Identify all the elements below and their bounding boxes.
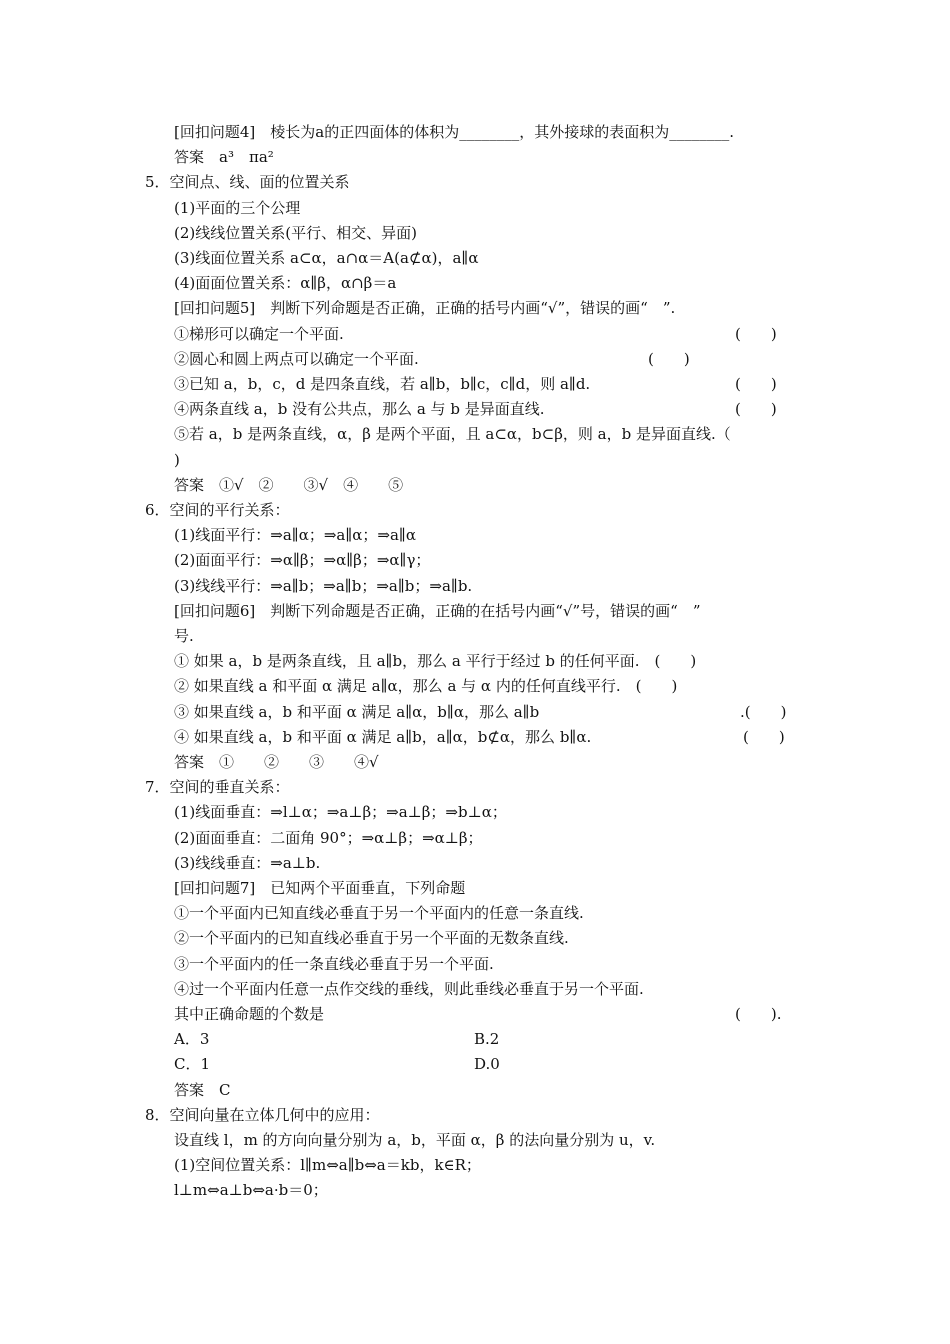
text-line: (3)线面位置关系 a⊂α，a∩α＝A(a⊄α)，a∥α xyxy=(174,249,479,267)
answer-bracket: ( ) xyxy=(735,400,777,418)
section-heading: 8．空间向量在立体几何中的应用： xyxy=(145,1106,380,1124)
text-line: ②一个平面内的已知直线必垂直于另一个平面的无数条直线. xyxy=(174,929,569,947)
text-line: 号. xyxy=(174,627,194,645)
text-line: [回扣问题5] 判断下列命题是否正确，正确的括号内画“√”，错误的画“ ”. xyxy=(174,299,676,317)
text-line: A．3 xyxy=(174,1030,210,1048)
answer-bracket: ( ) xyxy=(743,728,785,746)
answer-bracket: ( ). xyxy=(735,1005,782,1023)
text-line: [回扣问题7] 已知两个平面垂直，下列命题 xyxy=(174,879,466,897)
text-line: 答案 ①√ ② ③√ ④ ⑤ xyxy=(174,476,404,494)
answer-bracket: .( ) xyxy=(740,703,787,721)
text-line: ④过一个平面内任意一点作交线的垂线，则此垂线必垂直于另一个平面. xyxy=(174,980,644,998)
text-line: (1)线面垂直：⇒l⊥α；⇒a⊥β；⇒a⊥β；⇒b⊥α； xyxy=(174,803,507,821)
text-line: 其中正确命题的个数是 xyxy=(174,1005,325,1023)
answer-bracket: ( ) xyxy=(735,325,777,343)
section-heading: 5．空间点、线、面的位置关系 xyxy=(145,173,350,191)
text-line: ① 如果 a，b 是两条直线，且 a∥b，那么 a 平行于经过 b 的任何平面. ( ) xyxy=(174,652,697,670)
text-line: ⑤若 a，b 是两条直线，α，β 是两个平面，且 a⊂α，b⊂β，则 a，b 是异面直线.（ xyxy=(174,425,731,443)
text-line: 设直线 l，m 的方向向量分别为 a，b，平面 α，β 的法向量分别为 u，v. xyxy=(174,1131,656,1149)
text-line: (1)线面平行：⇒a∥α；⇒a∥α；⇒a∥α xyxy=(174,526,416,544)
text-line: (2)面面垂直：二面角 90°；⇒α⊥β；⇒α⊥β； xyxy=(174,829,483,847)
text-line: (2)面面平行：⇒α∥β；⇒α∥β；⇒α∥γ； xyxy=(174,551,431,569)
text-line: (3)线线垂直：⇒a⊥b. xyxy=(174,854,321,872)
text-line: 答案 ① ② ③ ④√ xyxy=(174,753,379,771)
text-line: 答案 C xyxy=(174,1081,231,1099)
text-line: (1)平面的三个公理 xyxy=(174,199,301,217)
text-line: ②圆心和圆上两点可以确定一个平面. xyxy=(174,350,419,368)
text-line: l⊥m⇔a⊥b⇔a·b＝0； xyxy=(174,1181,328,1199)
text-line: (1)空间位置关系：l∥m⇔a∥b⇔a＝kb，k∈R； xyxy=(174,1156,481,1174)
text-line: ①一个平面内已知直线必垂直于另一个平面内的任意一条直线. xyxy=(174,904,584,922)
text-line: (2)线线位置关系(平行、相交、异面) xyxy=(174,224,417,242)
text-line: 答案 a³ πa² xyxy=(174,148,274,166)
text-line: ③已知 a，b，c，d 是四条直线，若 a∥b，b∥c，c∥d，则 a∥d. xyxy=(174,375,591,393)
answer-bracket: ( ) xyxy=(648,350,690,368)
text-line: (3)线线平行：⇒a∥b；⇒a∥b；⇒a∥b；⇒a∥b. xyxy=(174,577,473,595)
text-line: ④两条直线 a，b 没有公共点，那么 a 与 b 是异面直线. xyxy=(174,400,545,418)
section-heading: 7．空间的垂直关系： xyxy=(145,778,290,796)
text-line: ) xyxy=(174,451,180,469)
text-line: ② 如果直线 a 和平面 α 满足 a∥α，那么 a 与 α 内的任何直线平行. ( ) xyxy=(174,677,678,695)
text-line: C．1 xyxy=(174,1055,211,1073)
text-line: [回扣问题4] 棱长为a的正四面体的体积为________，其外接球的表面积为________. xyxy=(174,123,734,141)
answer-bracket: D.0 xyxy=(474,1055,500,1073)
answer-bracket: B.2 xyxy=(474,1030,500,1048)
text-line: ①梯形可以确定一个平面. xyxy=(174,325,344,343)
section-heading: 6．空间的平行关系： xyxy=(145,501,290,519)
text-line: ③一个平面内的任一条直线必垂直于另一个平面. xyxy=(174,955,494,973)
text-line: [回扣问题6] 判断下列命题是否正确，正确的在括号内画“√”号，错误的画“ ” xyxy=(174,602,701,620)
text-line: ④ 如果直线 a，b 和平面 α 满足 a∥b，a∥α，b⊄α，那么 b∥α. xyxy=(174,728,592,746)
text-line: ③ 如果直线 a，b 和平面 α 满足 a∥α，b∥α，那么 a∥b xyxy=(174,703,540,721)
answer-bracket: ( ) xyxy=(735,375,777,393)
text-line: (4)面面位置关系：α∥β，α∩β＝a xyxy=(174,274,397,292)
